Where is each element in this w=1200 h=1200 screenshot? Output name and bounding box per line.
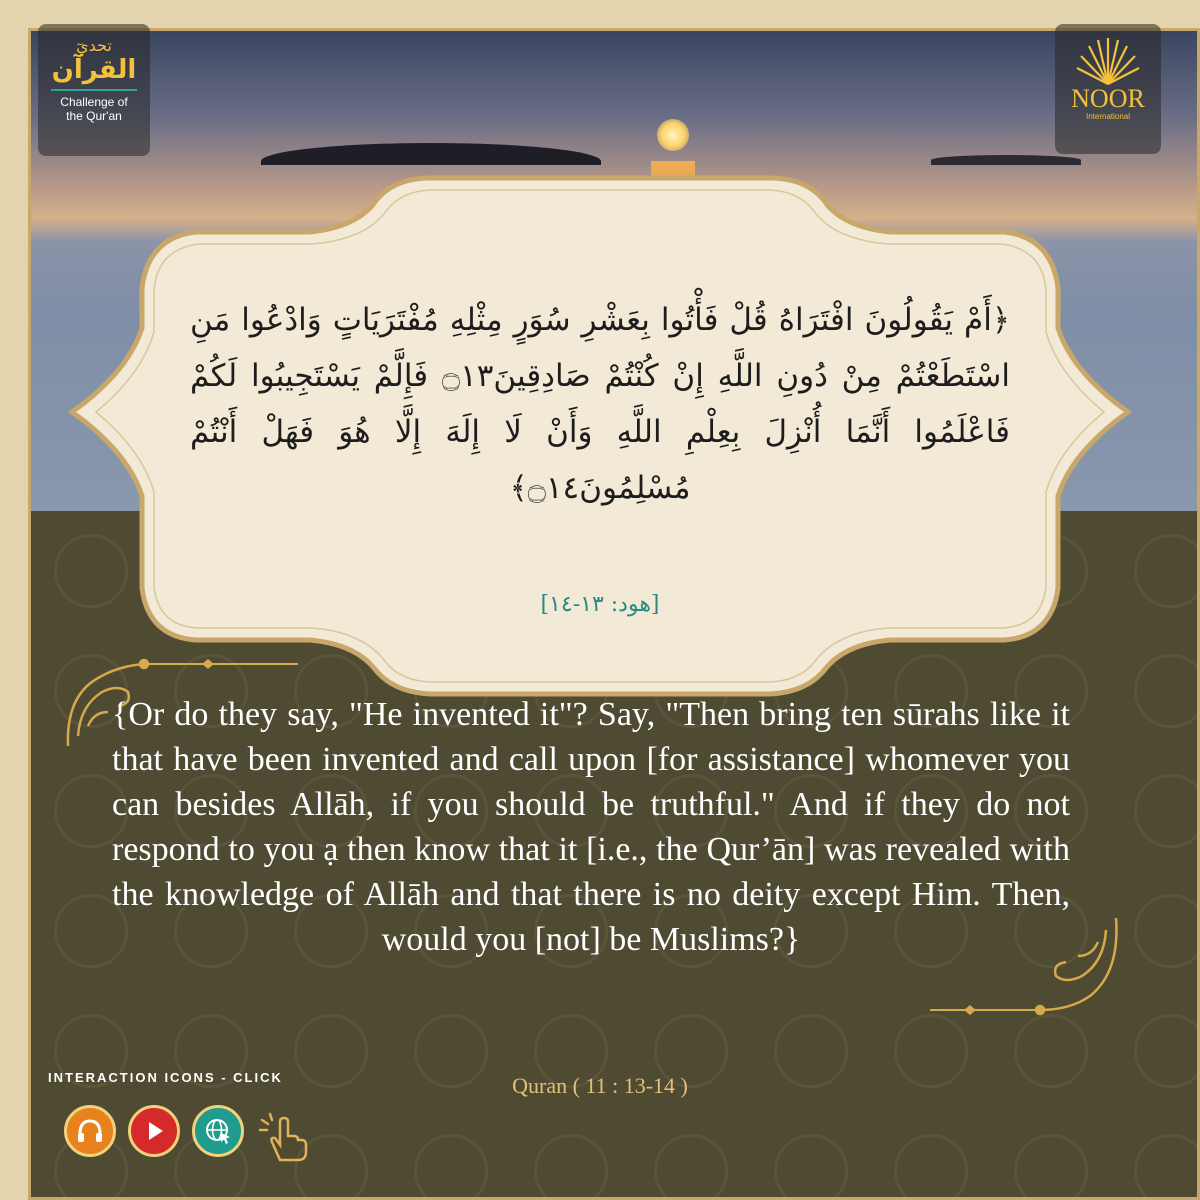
logo-arabic-main: القرآن	[51, 55, 137, 85]
hand-pointer-icon	[258, 1112, 314, 1164]
audio-button[interactable]	[64, 1105, 116, 1157]
sunburst-icon	[1073, 34, 1143, 86]
logo-english-line2: the Qur'an	[66, 109, 122, 123]
logo-arabic-top: تحديٓ	[76, 36, 112, 55]
globe-cursor-icon	[203, 1116, 233, 1146]
noor-international-logo	[1055, 24, 1161, 154]
challenge-quran-logo	[38, 24, 150, 156]
video-button[interactable]	[128, 1105, 180, 1157]
play-icon	[140, 1117, 168, 1145]
headphones-icon	[75, 1116, 105, 1146]
noor-wordmark: NOOR	[1071, 84, 1145, 113]
arabic-reference: [هود: ١٣-١٤]	[540, 592, 660, 617]
interaction-icons-label: INTERACTION ICONS - CLICK	[48, 1070, 283, 1085]
website-button[interactable]	[192, 1105, 244, 1157]
logo-divider	[51, 89, 137, 91]
international-wordmark: International	[1085, 112, 1131, 121]
logo-english-line1: Challenge of	[60, 95, 128, 109]
quran-source-reference: Quran ( 11 : 13-14 )	[512, 1073, 688, 1098]
english-translation: {Or do they say, "He invented it"? Say, "Then bring ten sūrahs like it that have been invented and call upon [for assistance] whomever you can besides Allāh, if you should be truthful." And if they do not respond to you ạ then know that it [i.e., the Qur’ān] was revealed with the knowledge of Allāh and that there is no deity except Him. Then, would you [not] be Muslims?}	[112, 696, 1070, 958]
arabic-verse: ﴿أَمْ يَقُولُونَ افْتَرَاهُ قُلْ فَأْتُوا بِعَشْرِ سُوَرٍ مِثْلِهِ مُفْتَرَيَاتٍ وَادْعُوا مَنِ اسْتَطَعْتُمْ مِنْ دُونِ اللَّهِ إِنْ كُنْتُمْ صَادِقِينَ۝١٣ فَإِلَّمْ يَسْتَجِيبُوا لَكُمْ فَاعْلَمُوا أَنَّمَا أُنْزِلَ بِعِلْمِ اللَّهِ وَأَنْ لَا إِلَهَ إِلَّا هُوَ فَهَلْ أَنْتُمْ مُسْلِمُونَ۝١٤﴾	[190, 302, 1010, 506]
